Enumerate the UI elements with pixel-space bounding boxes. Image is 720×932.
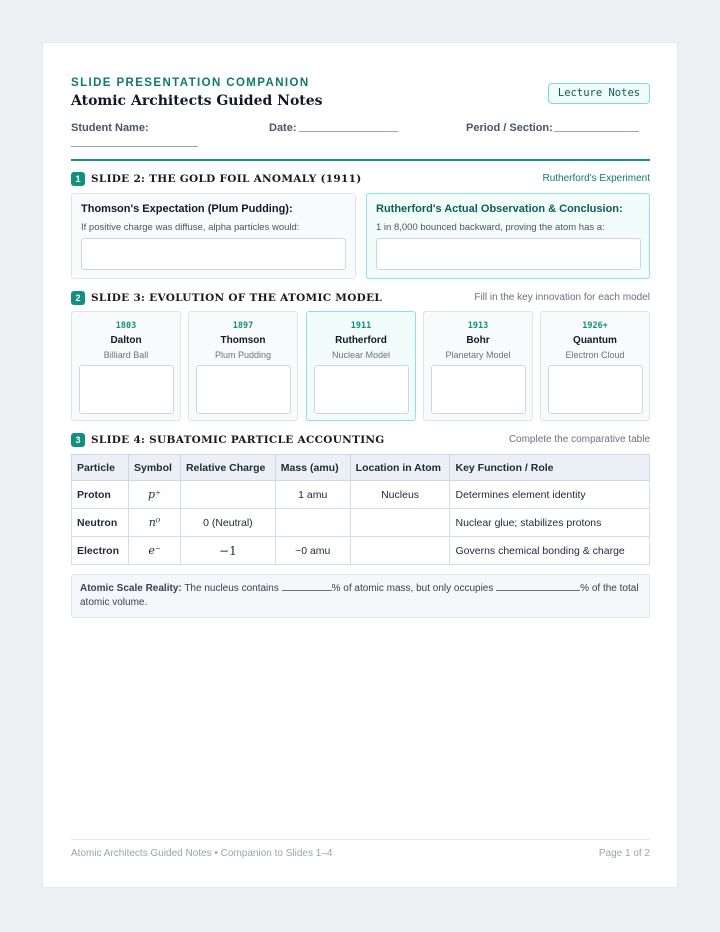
thomson-answer-field[interactable] [81, 238, 346, 270]
model-answer-field[interactable] [314, 365, 409, 414]
lecture-notes-badge: Lecture Notes [548, 83, 650, 104]
model-year: 1913 [467, 321, 489, 331]
reality-text: % of the [580, 583, 617, 594]
model-name: Bohr [466, 335, 490, 346]
model-year: 1803 [115, 321, 137, 331]
model-card-bohr [423, 311, 533, 421]
box-title: Rutherford's Actual Observation & Conclusion: [376, 203, 623, 215]
particle-symbol: p⁺ [128, 481, 180, 509]
mass-percent-blank[interactable] [282, 583, 332, 591]
model-answer-field[interactable] [548, 365, 643, 414]
column-header: Symbol [128, 455, 180, 481]
footer-title: Atomic Architects Guided Notes • Companion to Slides 1–4 [71, 848, 333, 859]
section-number: 3 [71, 433, 85, 447]
section-3-header [71, 433, 650, 449]
model-year: 1911 [350, 321, 372, 331]
student-name-field[interactable] [71, 146, 198, 147]
period-label: Period / Section: [466, 122, 553, 134]
model-answer-field[interactable] [79, 365, 174, 414]
model-subtitle: Nuclear Model [331, 350, 391, 360]
section-note: Rutherford's Experiment [542, 173, 650, 184]
particle-symbol: e⁻ [128, 537, 180, 565]
page-footer [71, 839, 650, 859]
student-name-label: Student Name: [71, 122, 149, 134]
atomic-scale-reality-box [71, 574, 650, 618]
model-name: Dalton [110, 335, 142, 346]
location-cell[interactable] [350, 537, 450, 565]
section-note: Fill in the key innovation for each model [474, 292, 650, 303]
location-cell[interactable] [350, 509, 450, 537]
mass-cell: 1 amu [275, 481, 350, 509]
page-number: Page 1 of 2 [598, 848, 650, 859]
section-note: Complete the comparative table [508, 434, 650, 445]
model-subtitle: Electron Cloud [565, 350, 625, 360]
model-name: Rutherford [335, 335, 387, 346]
worksheet-page [42, 42, 678, 888]
model-name: Thomson [220, 335, 266, 346]
column-header: Key Function / Role [450, 455, 650, 481]
box-description: If positive charge was diffuse, alpha particles would: [81, 222, 300, 233]
particle-table [71, 454, 650, 565]
box-title: Thomson's Expectation (Plum Pudding): [81, 203, 293, 215]
role-cell: Determines element identity [450, 481, 650, 509]
mass-cell[interactable] [275, 509, 350, 537]
role-cell: Governs chemical bonding & charge [450, 537, 650, 565]
charge-cell: −1 [180, 537, 275, 565]
box-description: 1 in 8,000 bounced backward, proving the atom has a: [376, 222, 605, 233]
table-header-row [72, 455, 650, 481]
period-field[interactable] [554, 131, 639, 132]
particle-name: Neutron [72, 509, 129, 537]
date-label: Date: [269, 122, 297, 134]
section-2-header [71, 291, 650, 307]
model-year: 1926+ [582, 321, 608, 331]
charge-cell: 0 (Neutral) [180, 509, 275, 537]
model-card-rutherford [306, 311, 416, 421]
particle-name: Electron [72, 537, 129, 565]
section-title: SLIDE 4: SUBATOMIC PARTICLE ACCOUNTING [91, 434, 385, 446]
section-title: SLIDE 2: THE GOLD FOIL ANOMALY (1911) [91, 173, 362, 185]
table-row [72, 481, 650, 509]
model-name: Quantum [573, 335, 617, 346]
role-cell: Nuclear glue; stabilizes protons [450, 509, 650, 537]
date-field[interactable] [299, 131, 398, 132]
model-answer-field[interactable] [196, 365, 291, 414]
model-card-quantum [540, 311, 650, 421]
column-header: Mass (amu) [275, 455, 350, 481]
column-header: Relative Charge [180, 455, 275, 481]
volume-percent-blank[interactable] [496, 583, 580, 591]
reality-text: % of atomic mass, but only occupies [331, 583, 494, 594]
rutherford-observation-box [366, 193, 650, 279]
particle-symbol: n⁰ [128, 509, 180, 537]
student-info-row [71, 122, 650, 152]
model-subtitle: Planetary Model [445, 350, 511, 360]
page-title: Atomic Architects Guided Notes [71, 93, 323, 109]
section-number: 1 [71, 172, 85, 186]
charge-cell[interactable] [180, 481, 275, 509]
column-header: Location in Atom [350, 455, 450, 481]
section-number: 2 [71, 291, 85, 305]
mass-cell: ~0 amu [275, 537, 350, 565]
model-card-thomson [188, 311, 298, 421]
model-answer-field[interactable] [431, 365, 526, 414]
model-subtitle: Plum Pudding [214, 350, 272, 360]
rutherford-answer-field[interactable] [376, 238, 641, 270]
particle-name: Proton [72, 481, 129, 509]
model-year: 1897 [232, 321, 254, 331]
column-header: Particle [72, 455, 129, 481]
table-row [72, 537, 650, 565]
reality-label: Atomic Scale Reality: [80, 583, 182, 594]
section-title: SLIDE 3: EVOLUTION OF THE ATOMIC MODEL [91, 292, 383, 304]
reality-text: The nucleus contains [184, 583, 279, 594]
table-row [72, 509, 650, 537]
header-kicker: SLIDE PRESENTATION COMPANION [71, 77, 310, 89]
location-cell: Nucleus [350, 481, 450, 509]
header-divider [71, 159, 650, 161]
section-1-header [71, 172, 650, 188]
model-card-dalton [71, 311, 181, 421]
model-subtitle: Billiard Ball [103, 350, 149, 360]
reality-text: total atomic volume. [80, 583, 639, 608]
thomson-expectation-box [71, 193, 356, 279]
